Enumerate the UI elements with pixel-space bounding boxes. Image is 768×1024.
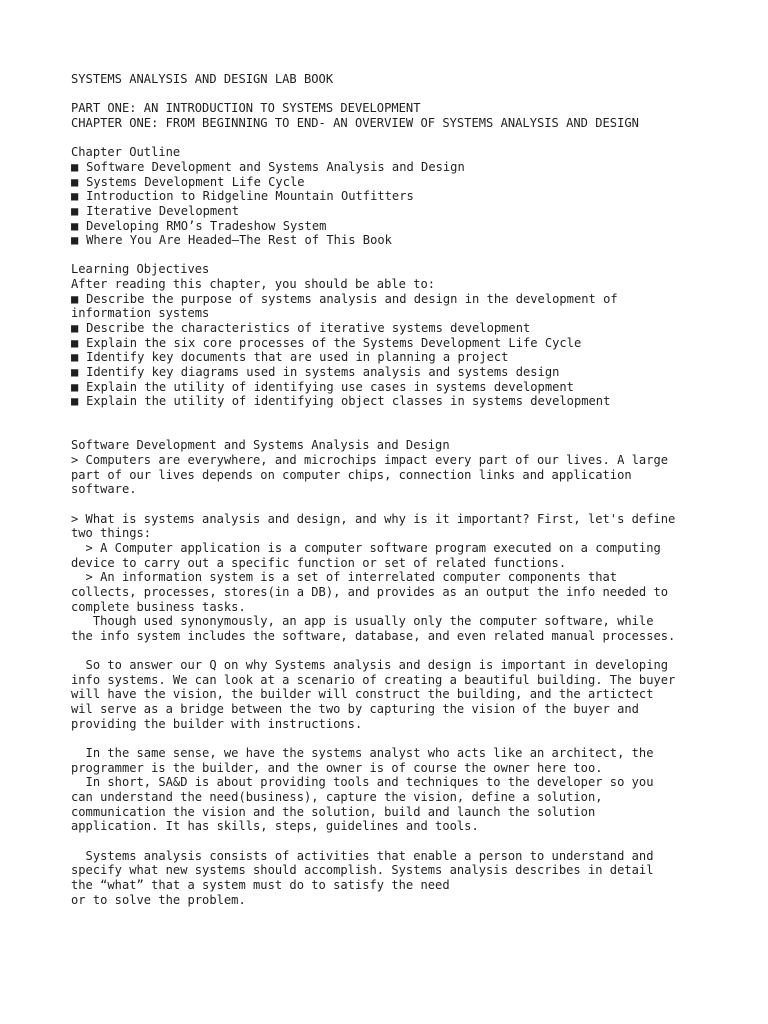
paragraph (71, 658, 768, 731)
bullet-text: Iterative Development (86, 203, 240, 218)
paragraph-line: wil serve as a bridge between the two by capturing the vision of the buyer and (71, 702, 639, 717)
bullet-icon: ■ (71, 218, 79, 233)
paragraph-line: Systems analysis consists of activities that enable a person to understand and (71, 848, 654, 863)
paragraph-line: In the same sense, we have the systems analyst who acts like an architect, the (71, 746, 654, 761)
paragraph-line: In short, SA&D is about providing tools and techniques to the developer so you (71, 775, 654, 790)
learning-objectives-section (71, 262, 768, 409)
paragraph-line: software. (71, 482, 137, 497)
bullet-item (71, 380, 768, 395)
bullet-icon: ■ (71, 321, 79, 336)
learning-objectives-intro: After reading this chapter, you should be able to: (71, 277, 436, 292)
section-body (71, 453, 768, 907)
bullet-text: Identify key documents that are used in planning a project (86, 350, 509, 365)
section-software-development (71, 438, 768, 907)
bullet-item (71, 160, 768, 175)
chapter-heading: CHAPTER ONE: FROM BEGINNING TO END- AN OVERVIEW OF SYSTEMS ANALYSIS AND DESIGN (71, 115, 639, 130)
bullet-text: Systems Development Life Cycle (86, 174, 305, 189)
bullet-item (71, 321, 768, 336)
paragraph-line: So to answer our Q on why Systems analysis and design is important in developing (71, 658, 669, 673)
paragraph (71, 849, 768, 908)
bullet-item (71, 336, 768, 351)
paragraph-line: > What is systems analysis and design, and why is it important? First, let's define (71, 511, 676, 526)
bullet-item (71, 189, 768, 204)
bullet-icon: ■ (71, 203, 79, 218)
paragraph-line: > A Computer application is a computer software program executed on a computing (71, 540, 661, 555)
learning-objectives-list (71, 292, 768, 409)
learning-objectives-heading: Learning Objectives (71, 262, 210, 277)
spacer (71, 424, 768, 439)
bullet-text: Introduction to Ridgeline Mountain Outfitters (86, 189, 414, 204)
spacer (71, 731, 768, 746)
bullet-text: Explain the utility of identifying object classes in systems development (86, 394, 611, 409)
bullet-icon: ■ (71, 159, 79, 174)
paragraph-line: providing the builder with instructions. (71, 716, 363, 731)
section-heading: Software Development and Systems Analysis and Design (71, 438, 450, 453)
paragraph-line: can understand the need(business), capture the vision, define a solution, (71, 790, 603, 805)
paragraph-line: communication the vision and the solution, build and launch the solution (71, 804, 596, 819)
paragraph-line: collects, processes, stores(in a DB), and provides as an output the info needed to (71, 584, 669, 599)
bullet-item (71, 204, 768, 219)
bullet-item (71, 292, 768, 307)
paragraph-line: or to solve the problem. (71, 892, 246, 907)
bullet-item (71, 219, 768, 234)
bullet-item (71, 233, 768, 248)
bullet-icon: ■ (71, 365, 79, 380)
bullet-icon: ■ (71, 233, 79, 248)
paragraph-line: will have the vision, the builder will construct the building, and the artictect (71, 687, 654, 702)
paragraph-line: part of our lives depends on computer chips, connection links and application (71, 467, 632, 482)
paragraph-line: specify what new systems should accomplish. Systems analysis describes in detail (71, 863, 654, 878)
paragraph-line: info systems. We can look at a scenario of creating a beautiful building. The buyer (71, 672, 676, 687)
chapter-outline-list (71, 160, 768, 248)
spacer (71, 497, 768, 512)
paragraph-line: programmer is the builder, and the owner is of course the owner here too. (71, 760, 603, 775)
bullet-text: Describe the purpose of systems analysis and design in the development of (86, 291, 618, 306)
bullet-text: Developing RMO’s Tradeshow System (86, 218, 327, 233)
paragraph (71, 746, 768, 834)
chapter-outline-section (71, 145, 768, 248)
bullet-icon: ■ (71, 394, 79, 409)
paragraph-line: > Computers are everywhere, and microchips impact every part of our lives. A large (71, 452, 669, 467)
document-title: SYSTEMS ANALYSIS AND DESIGN LAB BOOK (71, 72, 334, 86)
bullet-continuation: information systems (71, 306, 210, 321)
bullet-icon: ■ (71, 379, 79, 394)
paragraph-line: Though used synonymously, an app is usually only the computer software, while (71, 614, 654, 629)
paragraph-line: two things: (71, 526, 152, 541)
paragraph-line: the info system includes the software, database, and even related manual processes. (71, 628, 676, 643)
paragraph (71, 453, 768, 497)
spacer (71, 644, 768, 659)
paragraph-line: device to carry out a specific function or set of related functions. (71, 555, 567, 570)
bullet-text: Explain the six core processes of the Systems Development Life Cycle (86, 335, 582, 350)
paragraph-line: > An information system is a set of interrelated computer components that (71, 570, 618, 585)
bullet-text: Describe the characteristics of iterative systems development (86, 321, 531, 336)
bullet-icon: ■ (71, 174, 79, 189)
bullet-item (71, 365, 768, 380)
bullet-icon: ■ (71, 291, 79, 306)
bullet-item (71, 350, 768, 365)
spacer (71, 834, 768, 849)
paragraph-line: application. It has skills, steps, guidelines and tools. (71, 819, 479, 834)
paragraph-line: complete business tasks. (71, 599, 246, 614)
paragraph (71, 512, 768, 644)
bullet-item (71, 394, 768, 409)
spacer (71, 248, 768, 263)
bullet-text: Where You Are Headed—The Rest of This Book (86, 233, 392, 248)
part-heading: PART ONE: AN INTRODUCTION TO SYSTEMS DEVELOPMENT (71, 101, 421, 116)
spacer (71, 87, 768, 102)
paragraph-line: the “what” that a system must do to satisfy the need (71, 877, 450, 892)
bullet-icon: ■ (71, 335, 79, 350)
bullet-text: Identify key diagrams used in systems analysis and systems design (86, 365, 560, 380)
bullet-icon: ■ (71, 189, 79, 204)
spacer (71, 409, 768, 424)
bullet-icon: ■ (71, 350, 79, 365)
chapter-outline-heading: Chapter Outline (71, 145, 181, 160)
bullet-item (71, 175, 768, 190)
bullet-text: Software Development and Systems Analysis and Design (86, 159, 465, 174)
bullet-text: Explain the utility of identifying use cases in systems development (86, 379, 574, 394)
spacer (71, 131, 768, 146)
